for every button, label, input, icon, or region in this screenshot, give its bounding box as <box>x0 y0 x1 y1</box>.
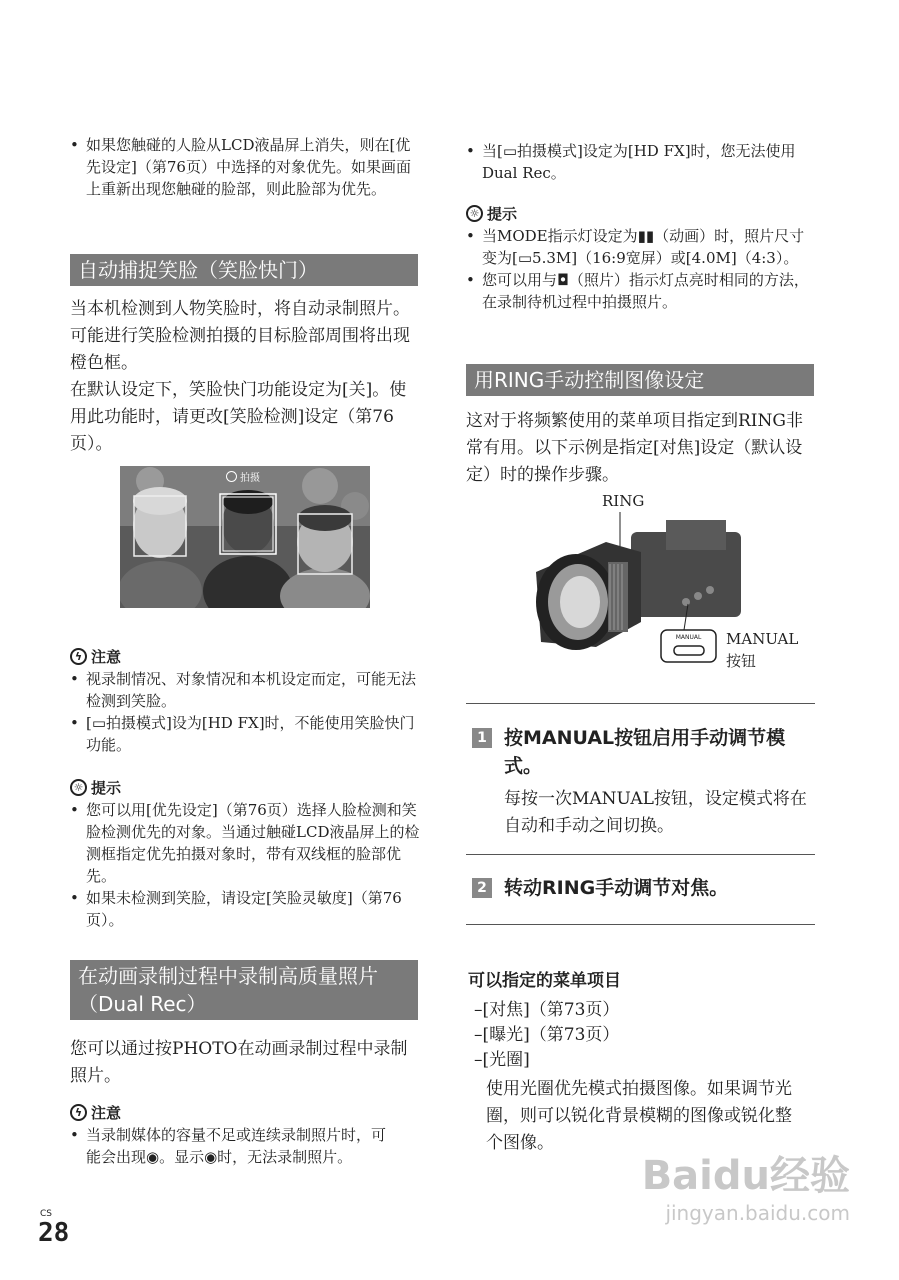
watermark-logo-text: Baidu经验 <box>641 1153 850 1199</box>
caution-bullet: • [▭拍摄模式]设为[HD FX]时，不能使用笑脸快门功能。 <box>70 712 420 756</box>
tip-bullet: • 当MODE指示灯设定为▮▮（动画）时，照片尺寸变为[▭5.3M]（16:9宽屏）或[4.0M]（4:3）。 <box>466 225 816 269</box>
caution-bullet-list <box>70 668 420 756</box>
divider <box>466 924 815 925</box>
caution-heading <box>70 645 121 667</box>
manual-button-text: MANUAL <box>675 634 702 641</box>
top-bullet-list <box>466 140 816 184</box>
menu-item-iris: –[光圈] <box>474 1050 530 1070</box>
smile-detection-photo <box>120 466 370 608</box>
tip-bullet-list <box>70 799 420 931</box>
language-code: CS <box>40 1209 52 1219</box>
tip-bullet: • 您可以用与◘（照片）指示灯点亮时相同的方法，在录制待机过程中拍摄照片。 <box>466 269 816 313</box>
menu-item-iris-description: 使用光圈优先模式拍摄图像。如果调节光圈，则可以锐化背景模糊的图像或锐化整个图像。 <box>486 1079 792 1153</box>
menu-heading: 可以指定的菜单项目 <box>468 971 621 991</box>
photo-overlay <box>226 469 260 484</box>
caution2-heading <box>70 1101 121 1123</box>
caution2-bullet-list <box>70 1124 400 1168</box>
step-1 <box>472 724 812 780</box>
tip-label-right: 提示 <box>487 204 518 223</box>
tip-heading-right <box>466 202 517 224</box>
section-body-dual-rec: 您可以通过按PHOTO在动画录制过程中录制照片。 <box>70 1039 408 1086</box>
caution-label: 注意 <box>91 647 122 666</box>
menu-item-exposure: –[曝光]（第73页） <box>474 1025 620 1045</box>
tip-bullet-list-right <box>466 225 816 313</box>
tip-bullet: • 如果未检测到笑脸，请设定[笑脸灵敏度]（第76页）。 <box>70 887 420 931</box>
tip-heading <box>70 776 121 798</box>
step-2-title: 转动RING手动调节对焦。 <box>504 877 729 899</box>
caution2-bullet: • 当录制媒体的容量不足或连续录制照片时，可能会出现◉。显示◉时，无法录制照片。 <box>70 1124 400 1168</box>
manual-button-label: MANUAL按钮 <box>726 630 799 670</box>
top-bullet: • 当[▭拍摄模式]设定为[HD FX]时，您无法使用Dual Rec。 <box>466 140 816 184</box>
caution-bullet: • 视录制情况、对象情况和本机设定而定，可能无法检测到笑脸。 <box>70 668 420 712</box>
divider <box>466 854 815 855</box>
ring-label: RING <box>602 492 645 510</box>
watermark-url: jingyan.baidu.com <box>665 1201 850 1225</box>
tip-bullet: • 您可以用[优先设定]（第76页）选择人脸检测和笑脸检测优先的对象。当通过触碰LCD液晶屏上的检测框指定优先拍摄对象时，带有双线框的脸部优先。 <box>70 799 420 887</box>
baidu-watermark <box>640 1152 850 1226</box>
menu-item-list <box>474 998 814 1073</box>
record-dot-icon <box>226 471 237 482</box>
section-title-ring: 用RING手动控制图像设定 <box>466 364 814 396</box>
step-1-title: 按MANUAL按钮启用手动调节模式。 <box>504 727 786 777</box>
divider <box>466 703 815 704</box>
section-title-dual-rec: 在动画录制过程中录制高质量照片（Dual Rec） <box>70 960 418 1020</box>
section-body-ring: 这对于将频繁使用的菜单项目指定到RING非常有用。以下示例是指定[对焦]设定（默认设定）时的操作步骤。 <box>466 411 803 485</box>
photo-overlay-label: 拍摄 <box>240 473 260 484</box>
page-number: 28 <box>38 1218 70 1248</box>
step-2 <box>472 874 812 902</box>
lightbulb-icon: ☼ <box>70 779 87 796</box>
lightbulb-icon: ☼ <box>466 205 483 222</box>
intro-bullet: • 如果您触碰的人脸从LCD液晶屏上消失，则在[优先设定]（第76页）中选择的对象优先。如果画面上重新出现您触碰的脸部，则此脸部为优先。 <box>70 134 420 200</box>
step-1-body: 每按一次MANUAL按钮，设定模式将在自动和手动之间切换。 <box>504 789 807 836</box>
photo-illustration <box>120 466 370 608</box>
caution-icon: ϟ <box>70 648 87 665</box>
intro-bullet-list <box>70 134 420 200</box>
section-body-smile-shutter: 当本机检测到人物笑脸时，将自动录制照片。可能进行笑脸检测拍摄的目标脸部周围将出现橙色框。 在默认设定下，笑脸快门功能设定为[关]。使用此功能时，请更改[笑脸检测]设定（第76页）。 <box>70 299 410 454</box>
caution-icon: ϟ <box>70 1104 87 1121</box>
tip-label: 提示 <box>91 778 122 797</box>
camera-illustration <box>516 492 816 682</box>
menu-item-focus: –[对焦]（第73页） <box>474 1000 620 1020</box>
step-2-number: 2 <box>472 878 492 898</box>
step-1-number: 1 <box>472 728 492 748</box>
caution2-label: 注意 <box>91 1103 122 1122</box>
section-title-smile-shutter: 自动捕捉笑脸（笑脸快门） <box>70 254 418 286</box>
